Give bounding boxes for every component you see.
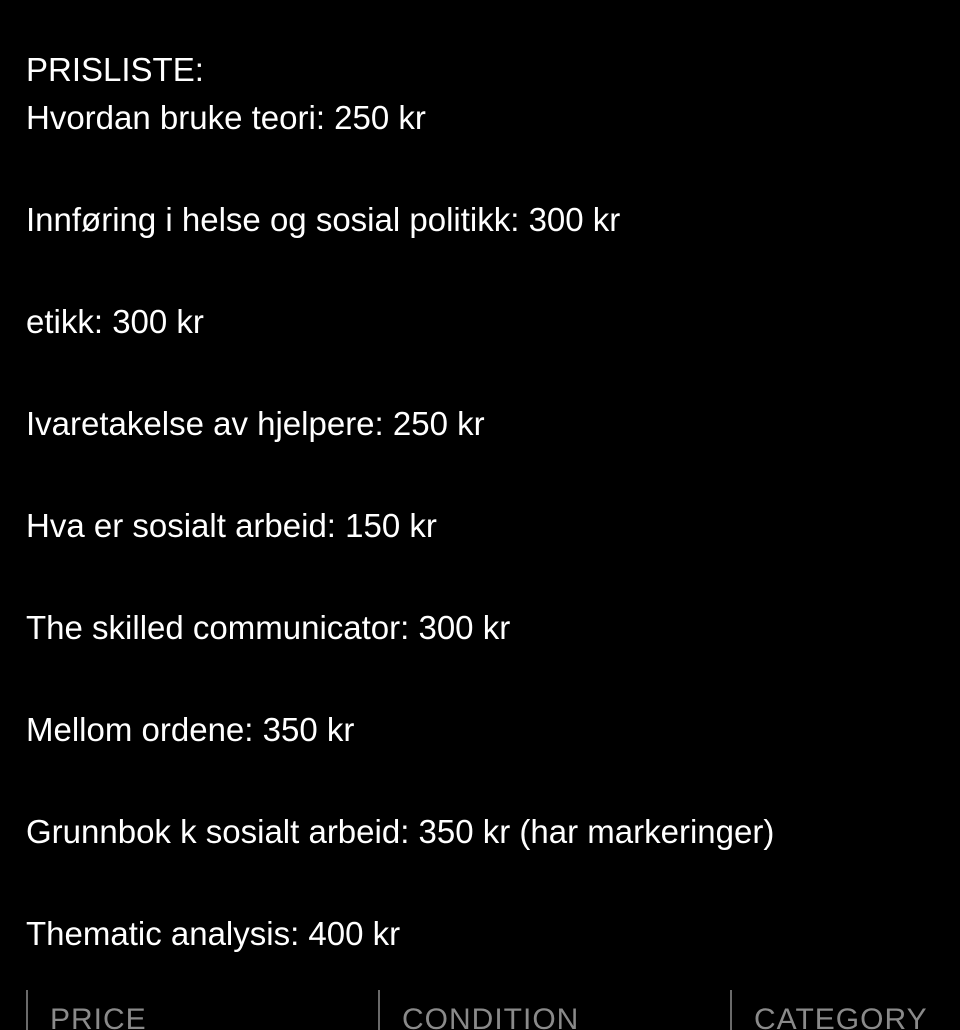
price-column-label: PRICE — [26, 990, 378, 1030]
price-list-item: Innføring i helse og sosial politikk: 300 kr — [26, 201, 621, 238]
price-list-item: Hvordan bruke teori: 250 kr — [26, 99, 426, 136]
price-list-item: etikk: 300 kr — [26, 303, 204, 340]
price-list-heading: PRISLISTE: — [26, 51, 204, 88]
category-column-label: CATEGORY — [730, 990, 960, 1030]
price-list-item: Thematic analysis: 400 kr — [26, 915, 401, 952]
price-list-item: Ivaretakelse av hjelpere: 250 kr — [26, 405, 485, 442]
price-list-item: Grunnbok k sosialt arbeid: 350 kr (har markeringer) — [26, 813, 775, 850]
listing-meta-bar — [0, 990, 960, 1030]
price-list-item: Hva er sosialt arbeid: 150 kr — [26, 507, 437, 544]
condition-column-label: CONDITION — [378, 990, 730, 1030]
price-list-item: The skilled communicator: 300 kr — [26, 609, 511, 646]
listing-description — [26, 46, 936, 958]
price-list-item: Mellom ordene: 350 kr — [26, 711, 355, 748]
